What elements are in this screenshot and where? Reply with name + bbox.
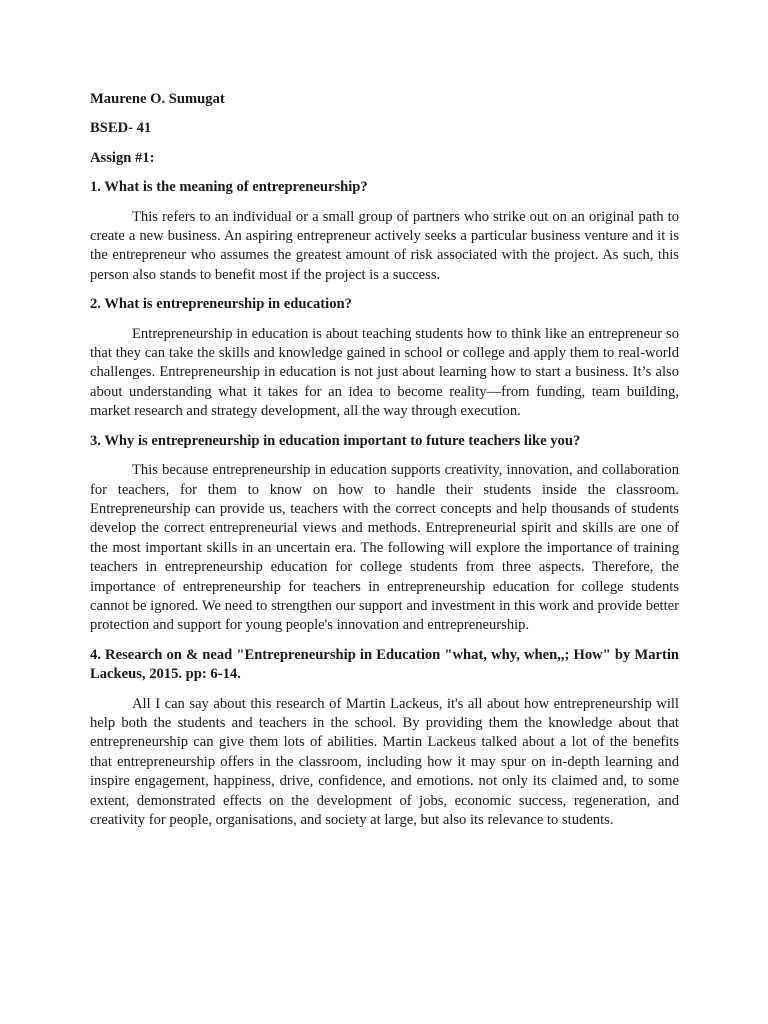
document-page [90, 90, 679, 840]
student-name: Maurene O. Sumugat [90, 91, 225, 107]
answer-2: Entrepreneurship in education is about teaching students how to think like an entrepreneur so that they can take the skills and knowledge gained in school or college and apply them to real-world challenges. Entrepreneurship in education is not just about learning how to start a business. It’s also about understanding what it takes for an idea to become reality—from funding, team building, market research and strategy development, all the way through execution. [90, 325, 679, 420]
question-3: 3. Why is entrepreneurship in education important to future teachers like you? [90, 432, 581, 449]
student-section: BSED- 41 [90, 120, 152, 137]
question-1: 1. What is the meaning of entrepreneurship? [90, 179, 368, 196]
question-4: 4. Research on & nead "Entrepreneurship in Education "what, why, when,,; How" by Martin Lackeus, 2015. pp: 6-14. [90, 646, 679, 683]
assignment-label: Assign #1: [90, 149, 155, 166]
answer-4: All I can say about this research of Martin Lackeus, it's all about how entrepreneurship will help both the students and teachers in the school. By providing them the knowledge about that entrepreneurship can give them lots of abilities. Martin Lackeus talked about a lot of the benefits that entrepreneurship offers in the classroom, including how it may spur on in-depth learning and inspire engagement, happiness, drive, confidence, and emotions. not only its claimed and, to some extent, demonstrated effects on the development of jobs, economic success, regeneration, and creativity for people, organisations, and society at large, but also its relevance to students. [90, 695, 679, 828]
answer-1: This refers to an individual or a small group of partners who strike out on an original path to create a new business. An aspiring entrepreneur actively seeks a particular business venture and it is the entrepreneur who assumes the greatest amount of risk associated with the project. As such, this person also stands to benefit most if the project is a success. [90, 208, 679, 283]
question-2: 2. What is entrepreneurship in education? [90, 296, 352, 313]
answer-3: This because entrepreneurship in education supports creativity, innovation, and collaboration for teachers, for them to know on how to handle their students inside the classroom. Entrepreneurship can provide us, teachers with the correct concepts and help thousands of students develop the correct entrepreneurial views and methods. Entrepreneurial spirit and skills are one of the most important skills in an uncertain era. The following will explore the importance of training teachers in entrepreneurship education for college students from three aspects. Therefore, the importance of entrepreneurship for teachers in entrepreneurship education for college students cannot be ignored. We need to strengthen our support and investment in this work and provide better protection and support for young people's innovation and entrepreneurship. [90, 462, 679, 634]
